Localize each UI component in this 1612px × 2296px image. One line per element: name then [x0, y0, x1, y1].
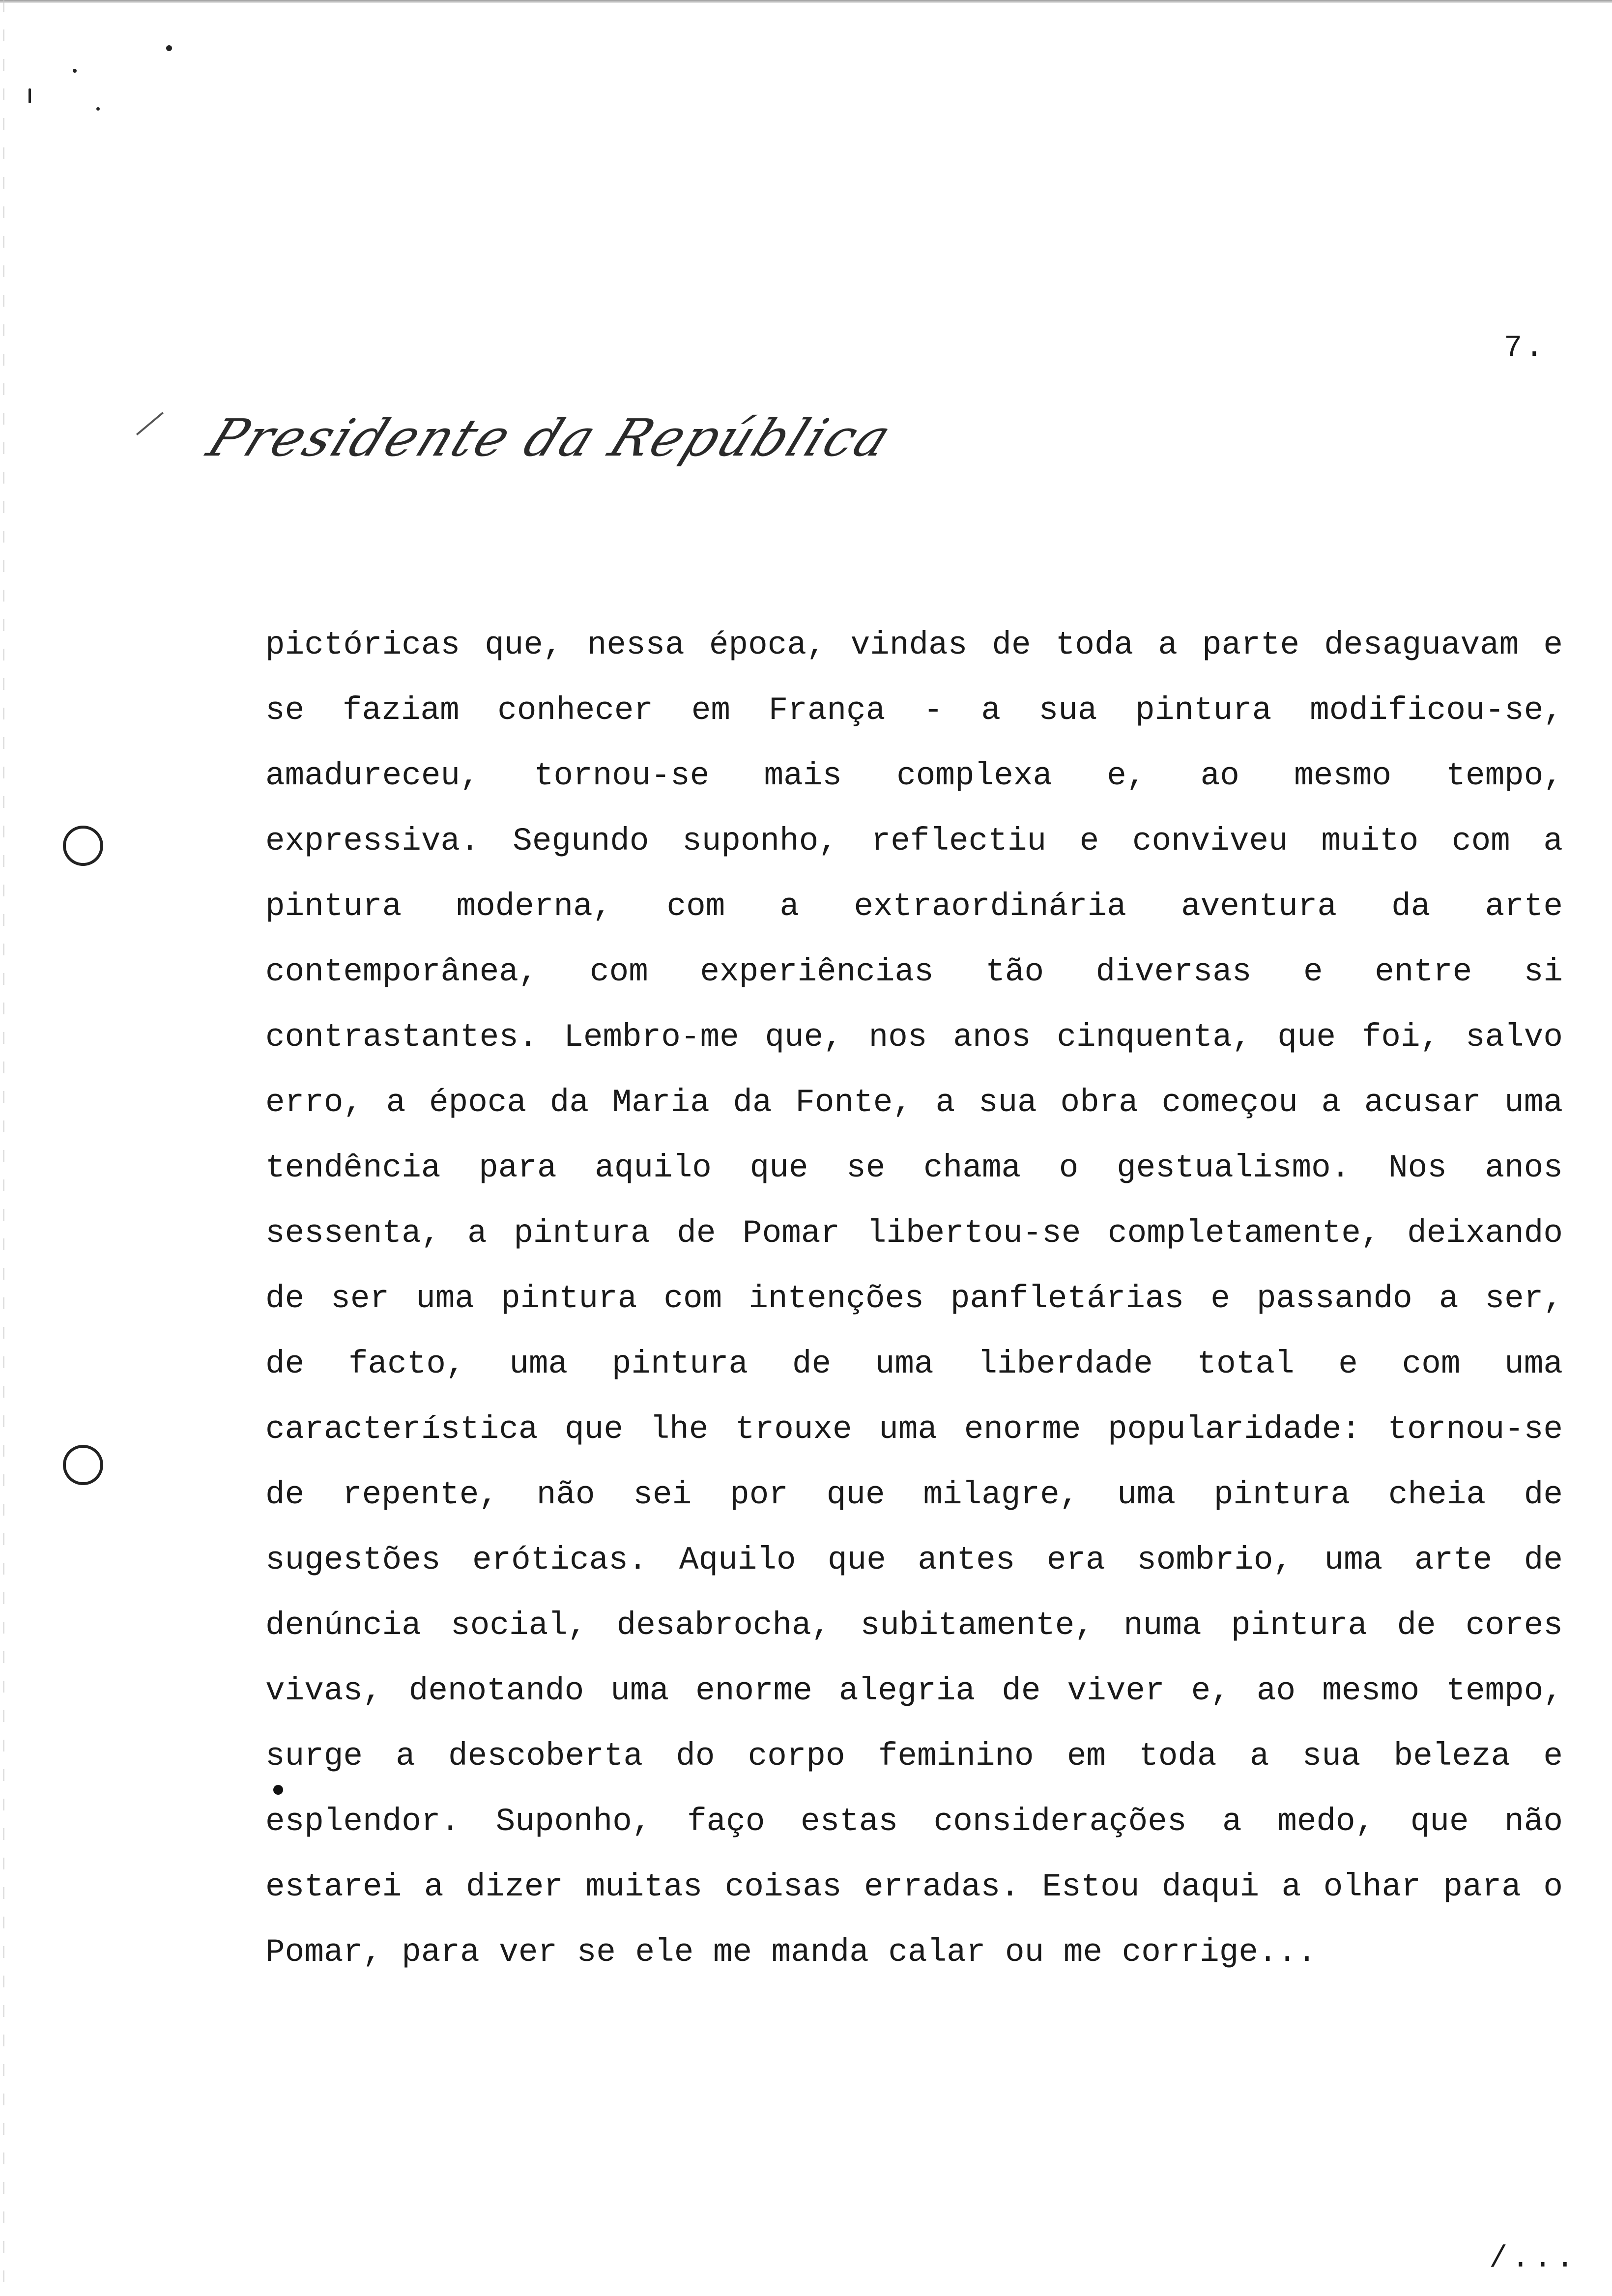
scan-speck — [29, 88, 31, 103]
scan-speck — [73, 69, 77, 73]
scan-top-edge — [0, 0, 1612, 3]
text-line: estarei a dizer muitas coisas erradas. Estou daqui a olhar para o — [265, 1868, 1563, 1905]
body-text — [265, 623, 1563, 1996]
letterhead-flourish — [136, 412, 164, 435]
page-number: 7. — [1504, 330, 1547, 365]
text-line: esplendor. Suponho, faço estas considerações a medo, que não — [265, 1803, 1563, 1840]
text-line: denúncia social, desabrocha, subitamente, numa pintura de cores — [265, 1607, 1563, 1644]
text-line: sessenta, a pintura de Pomar libertou-se completamente, deixando — [265, 1215, 1563, 1252]
text-line: de ser uma pintura com intenções panfletárias e passando a ser, — [265, 1280, 1563, 1317]
text-line: pictóricas que, nessa época, vindas de toda a parte desaguavam e — [265, 627, 1563, 663]
punch-hole — [63, 826, 103, 866]
text-line: vivas, denotando uma enorme alegria de viver e, ao mesmo tempo, — [265, 1672, 1563, 1709]
continuation-marker: /... — [1489, 2241, 1578, 2276]
text-line: sugestões eróticas. Aquilo que antes era sombrio, uma arte de — [265, 1542, 1563, 1578]
text-line: tendência para aquilo que se chama o gestualismo. Nos anos — [265, 1149, 1563, 1186]
scan-left-edge — [3, 0, 4, 2296]
text-line: erro, a época da Maria da Fonte, a sua obra começou a acusar uma — [265, 1084, 1563, 1121]
scan-speck — [166, 45, 172, 51]
text-line: Pomar, para ver se ele me manda calar ou me corrige... — [265, 1934, 1317, 1971]
text-line: contrastantes. Lembro-me que, nos anos cinquenta, que foi, salvo — [265, 1019, 1563, 1056]
letterhead-presidente-da-republica: Presidente da República — [199, 408, 902, 468]
text-line: característica que lhe trouxe uma enorme popularidade: tornou-se — [265, 1411, 1563, 1448]
punch-hole — [63, 1445, 103, 1485]
text-line: se faziam conhecer em França - a sua pintura modificou-se, — [265, 692, 1563, 729]
text-line: surge a descoberta do corpo feminino em toda a sua beleza e — [265, 1738, 1563, 1775]
text-line: de repente, não sei por que milagre, uma pintura cheia de — [265, 1476, 1563, 1513]
scan-speck — [96, 107, 100, 111]
text-line: pintura moderna, com a extraordinária aventura da arte — [265, 888, 1563, 925]
text-line: amadureceu, tornou-se mais complexa e, ao mesmo tempo, — [265, 757, 1563, 794]
text-line: de facto, uma pintura de uma liberdade total e com uma — [265, 1346, 1563, 1382]
ink-dot — [273, 1785, 283, 1795]
text-line: expressiva. Segundo suponho, reflectiu e conviveu muito com a — [265, 823, 1563, 860]
text-line: contemporânea, com experiências tão diversas e entre si — [265, 953, 1563, 990]
